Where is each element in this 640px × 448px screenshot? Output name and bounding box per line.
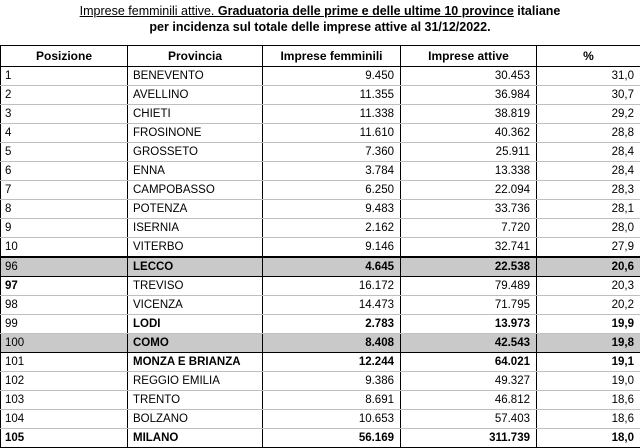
cell-imprese-femminili: 14.473 xyxy=(263,296,401,315)
ranking-table xyxy=(0,45,640,448)
cell-imprese-attive: 22.094 xyxy=(401,181,537,200)
title-line-1 xyxy=(0,3,640,19)
cell-provincia: TRENTO xyxy=(128,391,263,410)
cell-posizione: 10 xyxy=(1,238,128,258)
cell-percentuale: 29,2 xyxy=(537,105,640,124)
header-posizione: Posizione xyxy=(1,46,128,67)
cell-imprese-attive: 46.812 xyxy=(401,391,537,410)
cell-posizione: 97 xyxy=(1,277,128,296)
cell-posizione: 102 xyxy=(1,372,128,391)
cell-imprese-femminili: 9.146 xyxy=(263,238,401,258)
cell-posizione: 8 xyxy=(1,200,128,219)
table-row xyxy=(1,238,640,258)
cell-posizione: 98 xyxy=(1,296,128,315)
cell-percentuale: 30,7 xyxy=(537,86,640,105)
cell-provincia: FROSINONE xyxy=(128,124,263,143)
table-row xyxy=(1,257,640,277)
header-imprese-femminili: Imprese femminili xyxy=(263,46,401,67)
cell-imprese-attive: 36.984 xyxy=(401,86,537,105)
table-row xyxy=(1,410,640,429)
cell-percentuale: 18,0 xyxy=(537,429,640,448)
cell-percentuale: 18,6 xyxy=(537,391,640,410)
cell-imprese-attive: 40.362 xyxy=(401,124,537,143)
cell-imprese-femminili: 16.172 xyxy=(263,277,401,296)
cell-imprese-femminili: 11.355 xyxy=(263,86,401,105)
table-row xyxy=(1,372,640,391)
table-row xyxy=(1,143,640,162)
cell-percentuale: 19,9 xyxy=(537,315,640,334)
cell-posizione: 3 xyxy=(1,105,128,124)
table-body xyxy=(1,67,640,448)
table-row xyxy=(1,353,640,372)
cell-percentuale: 28,4 xyxy=(537,143,640,162)
cell-imprese-attive: 71.795 xyxy=(401,296,537,315)
cell-imprese-femminili: 3.784 xyxy=(263,162,401,181)
cell-imprese-femminili: 9.450 xyxy=(263,67,401,86)
cell-imprese-attive: 33.736 xyxy=(401,200,537,219)
table-row xyxy=(1,86,640,105)
cell-percentuale: 18,6 xyxy=(537,410,640,429)
cell-provincia: LODI xyxy=(128,315,263,334)
table-row xyxy=(1,391,640,410)
cell-imprese-femminili: 8.691 xyxy=(263,391,401,410)
table-row xyxy=(1,219,640,238)
header-row xyxy=(1,46,640,67)
cell-provincia: TREVISO xyxy=(128,277,263,296)
title-line-2: per incidenza sul totale delle imprese attive al 31/12/2022. xyxy=(0,19,640,35)
cell-provincia: BENEVENTO xyxy=(128,67,263,86)
cell-provincia: MILANO xyxy=(128,429,263,448)
cell-imprese-attive: 13.338 xyxy=(401,162,537,181)
cell-imprese-femminili: 10.653 xyxy=(263,410,401,429)
cell-posizione: 2 xyxy=(1,86,128,105)
cell-posizione: 6 xyxy=(1,162,128,181)
cell-imprese-femminili: 11.610 xyxy=(263,124,401,143)
cell-imprese-femminili: 2.783 xyxy=(263,315,401,334)
cell-imprese-attive: 64.021 xyxy=(401,353,537,372)
cell-percentuale: 31,0 xyxy=(537,67,640,86)
cell-posizione: 4 xyxy=(1,124,128,143)
cell-percentuale: 19,8 xyxy=(537,334,640,353)
cell-posizione: 1 xyxy=(1,67,128,86)
cell-percentuale: 28,0 xyxy=(537,219,640,238)
cell-posizione: 100 xyxy=(1,334,128,353)
cell-imprese-femminili: 8.408 xyxy=(263,334,401,353)
table-row xyxy=(1,200,640,219)
header-imprese-attive: Imprese attive xyxy=(401,46,537,67)
cell-imprese-femminili: 11.338 xyxy=(263,105,401,124)
table-row xyxy=(1,124,640,143)
cell-imprese-femminili: 4.645 xyxy=(263,257,401,277)
table-row xyxy=(1,67,640,86)
cell-provincia: VITERBO xyxy=(128,238,263,258)
cell-posizione: 96 xyxy=(1,257,128,277)
cell-provincia: AVELLINO xyxy=(128,86,263,105)
cell-percentuale: 28,8 xyxy=(537,124,640,143)
cell-posizione: 101 xyxy=(1,353,128,372)
cell-imprese-attive: 79.489 xyxy=(401,277,537,296)
cell-imprese-femminili: 7.360 xyxy=(263,143,401,162)
cell-posizione: 104 xyxy=(1,410,128,429)
cell-imprese-attive: 22.538 xyxy=(401,257,537,277)
cell-imprese-femminili: 56.169 xyxy=(263,429,401,448)
cell-imprese-attive: 38.819 xyxy=(401,105,537,124)
cell-percentuale: 20,2 xyxy=(537,296,640,315)
cell-imprese-attive: 311.739 xyxy=(401,429,537,448)
title-part-1: Imprese femminili attive. xyxy=(80,4,218,18)
cell-provincia: BOLZANO xyxy=(128,410,263,429)
cell-provincia: VICENZA xyxy=(128,296,263,315)
cell-percentuale: 20,3 xyxy=(537,277,640,296)
table-row xyxy=(1,181,640,200)
cell-provincia: LECCO xyxy=(128,257,263,277)
cell-posizione: 9 xyxy=(1,219,128,238)
cell-imprese-femminili: 2.162 xyxy=(263,219,401,238)
cell-posizione: 7 xyxy=(1,181,128,200)
cell-posizione: 5 xyxy=(1,143,128,162)
cell-imprese-attive: 57.403 xyxy=(401,410,537,429)
cell-percentuale: 28,4 xyxy=(537,162,640,181)
header-percentuale: % xyxy=(537,46,640,67)
cell-imprese-attive: 49.327 xyxy=(401,372,537,391)
table-row xyxy=(1,105,640,124)
cell-posizione: 103 xyxy=(1,391,128,410)
cell-percentuale: 28,3 xyxy=(537,181,640,200)
table-row xyxy=(1,315,640,334)
cell-percentuale: 19,0 xyxy=(537,372,640,391)
cell-imprese-femminili: 6.250 xyxy=(263,181,401,200)
title-part-2: Graduatoria delle prime e delle ultime 10 province xyxy=(218,4,514,18)
table-row xyxy=(1,162,640,181)
cell-percentuale: 19,1 xyxy=(537,353,640,372)
cell-percentuale: 20,6 xyxy=(537,257,640,277)
cell-provincia: REGGIO EMILIA xyxy=(128,372,263,391)
table-row xyxy=(1,277,640,296)
cell-provincia: ISERNIA xyxy=(128,219,263,238)
cell-provincia: MONZA E BRIANZA xyxy=(128,353,263,372)
header-provincia: Provincia xyxy=(128,46,263,67)
cell-imprese-attive: 32.741 xyxy=(401,238,537,258)
cell-imprese-attive: 7.720 xyxy=(401,219,537,238)
title-part-3: italiane xyxy=(514,4,561,18)
cell-provincia: POTENZA xyxy=(128,200,263,219)
cell-provincia: GROSSETO xyxy=(128,143,263,162)
cell-imprese-attive: 42.543 xyxy=(401,334,537,353)
cell-imprese-femminili: 9.386 xyxy=(263,372,401,391)
cell-imprese-attive: 30.453 xyxy=(401,67,537,86)
table-row xyxy=(1,334,640,353)
cell-posizione: 99 xyxy=(1,315,128,334)
cell-percentuale: 28,1 xyxy=(537,200,640,219)
cell-provincia: COMO xyxy=(128,334,263,353)
cell-percentuale: 27,9 xyxy=(537,238,640,258)
cell-provincia: ENNA xyxy=(128,162,263,181)
cell-provincia: CAMPOBASSO xyxy=(128,181,263,200)
cell-imprese-femminili: 12.244 xyxy=(263,353,401,372)
cell-imprese-femminili: 9.483 xyxy=(263,200,401,219)
table-title xyxy=(0,0,640,40)
cell-posizione: 105 xyxy=(1,429,128,448)
cell-provincia: CHIETI xyxy=(128,105,263,124)
cell-imprese-attive: 13.973 xyxy=(401,315,537,334)
table-row xyxy=(1,429,640,448)
cell-imprese-attive: 25.911 xyxy=(401,143,537,162)
table-row xyxy=(1,296,640,315)
